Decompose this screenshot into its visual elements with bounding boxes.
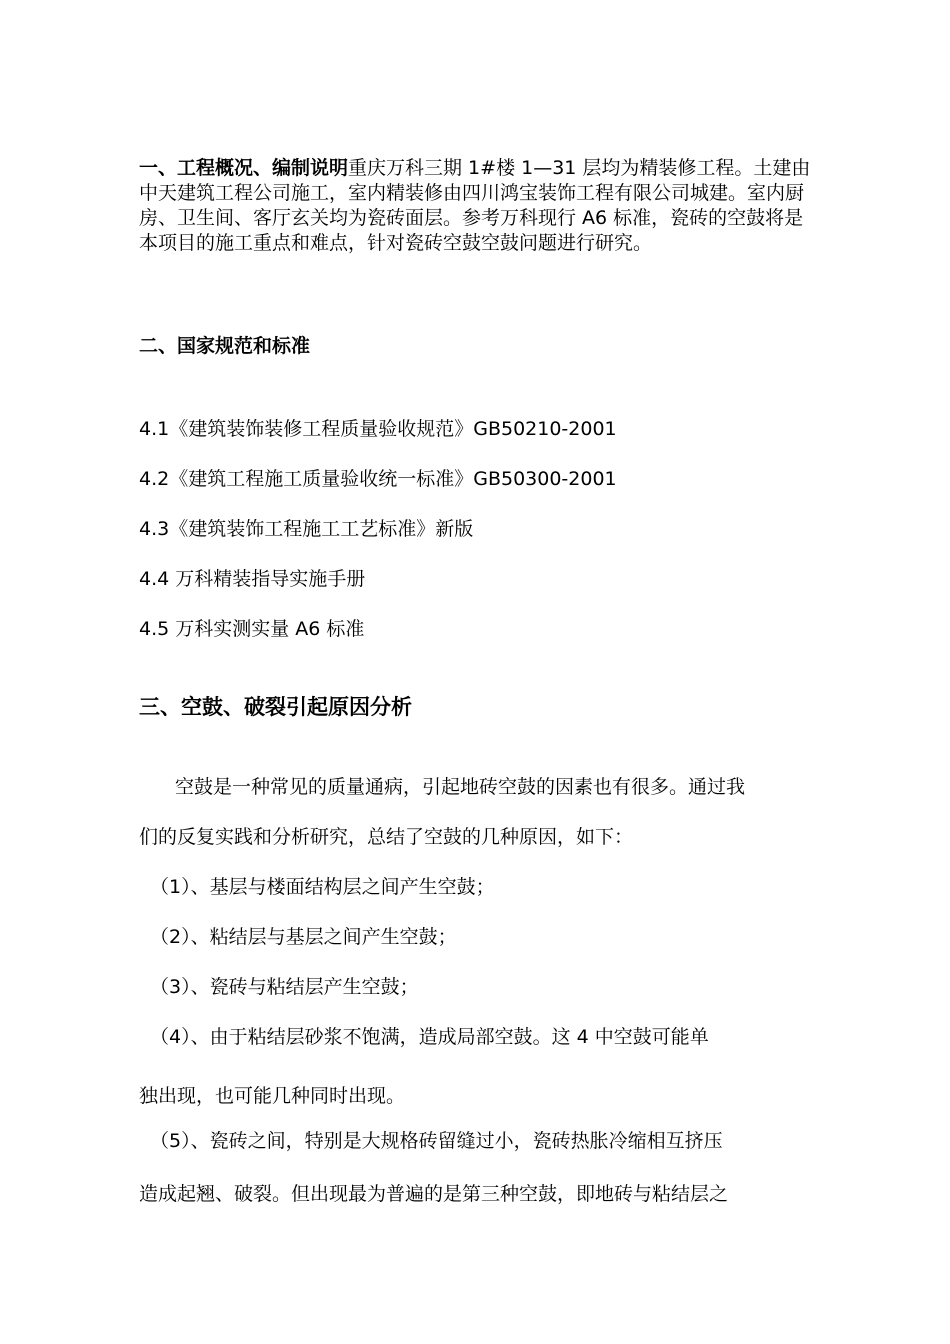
standard-item-2: 4.2《建筑工程施工质量验收统一标准》GB50300-2001 [139,468,617,490]
cause-item-3: （3）、瓷砖与粘结层产生空鼓； [150,976,419,998]
standard-item-5: 4.5 万科实测实量 A6 标准 [139,618,365,640]
section1-body: 重庆万科三期 1#楼 1—31 层均为精装修工程。土建由中天建筑工程公司施工，室内精装修由四川鸿宝装饰工程有限公司城建。室内厨房、卫生间、客厅玄关均为瓷砖面层。参考万科现行 A6 标准，瓷砖的空鼓将是本项目的施工重点和难点，针对瓷砖空鼓空鼓问题进行研究。 [139,157,811,254]
standard-item-4: 4.4 万科精装指导实施手册 [139,568,366,590]
section2-heading: 二、国家规范和标准 [139,335,311,357]
cause-item-4: （4）、由于粘结层砂浆不饱满，造成局部空鼓。这 4 中空鼓可能单 [150,1026,709,1048]
cause-item-2: （2）、粘结层与基层之间产生空鼓； [150,926,457,948]
standard-item-3: 4.3《建筑装饰工程施工工艺标准》新版 [139,518,474,540]
analysis-line-1: 空鼓是一种常见的质量通病，引起地砖空鼓的因素也有很多。通过我 [175,776,746,798]
section1-paragraph [139,156,819,256]
section3-heading: 三、空鼓、破裂引起原因分析 [139,695,412,719]
standard-item-1: 4.1《建筑装饰装修工程质量验收规范》GB50210-2001 [139,418,617,440]
cause-item-4-cont: 独出现，也可能几种同时出现。 [139,1085,406,1107]
cause-item-5: （5）、瓷砖之间，特别是大规格砖留缝过小，瓷砖热胀冷缩相互挤压 [150,1130,723,1152]
cause-item-5-cont: 造成起翘、破裂。但出现最为普遍的是第三种空鼓，即地砖与粘结层之 [139,1183,729,1205]
section1-heading: 一、工程概况、编制说明 [139,157,349,179]
cause-item-1: （1）、基层与楼面结构层之间产生空鼓； [150,876,495,898]
analysis-line-2: 们的反复实践和分析研究，总结了空鼓的几种原因，如下： [139,826,634,848]
